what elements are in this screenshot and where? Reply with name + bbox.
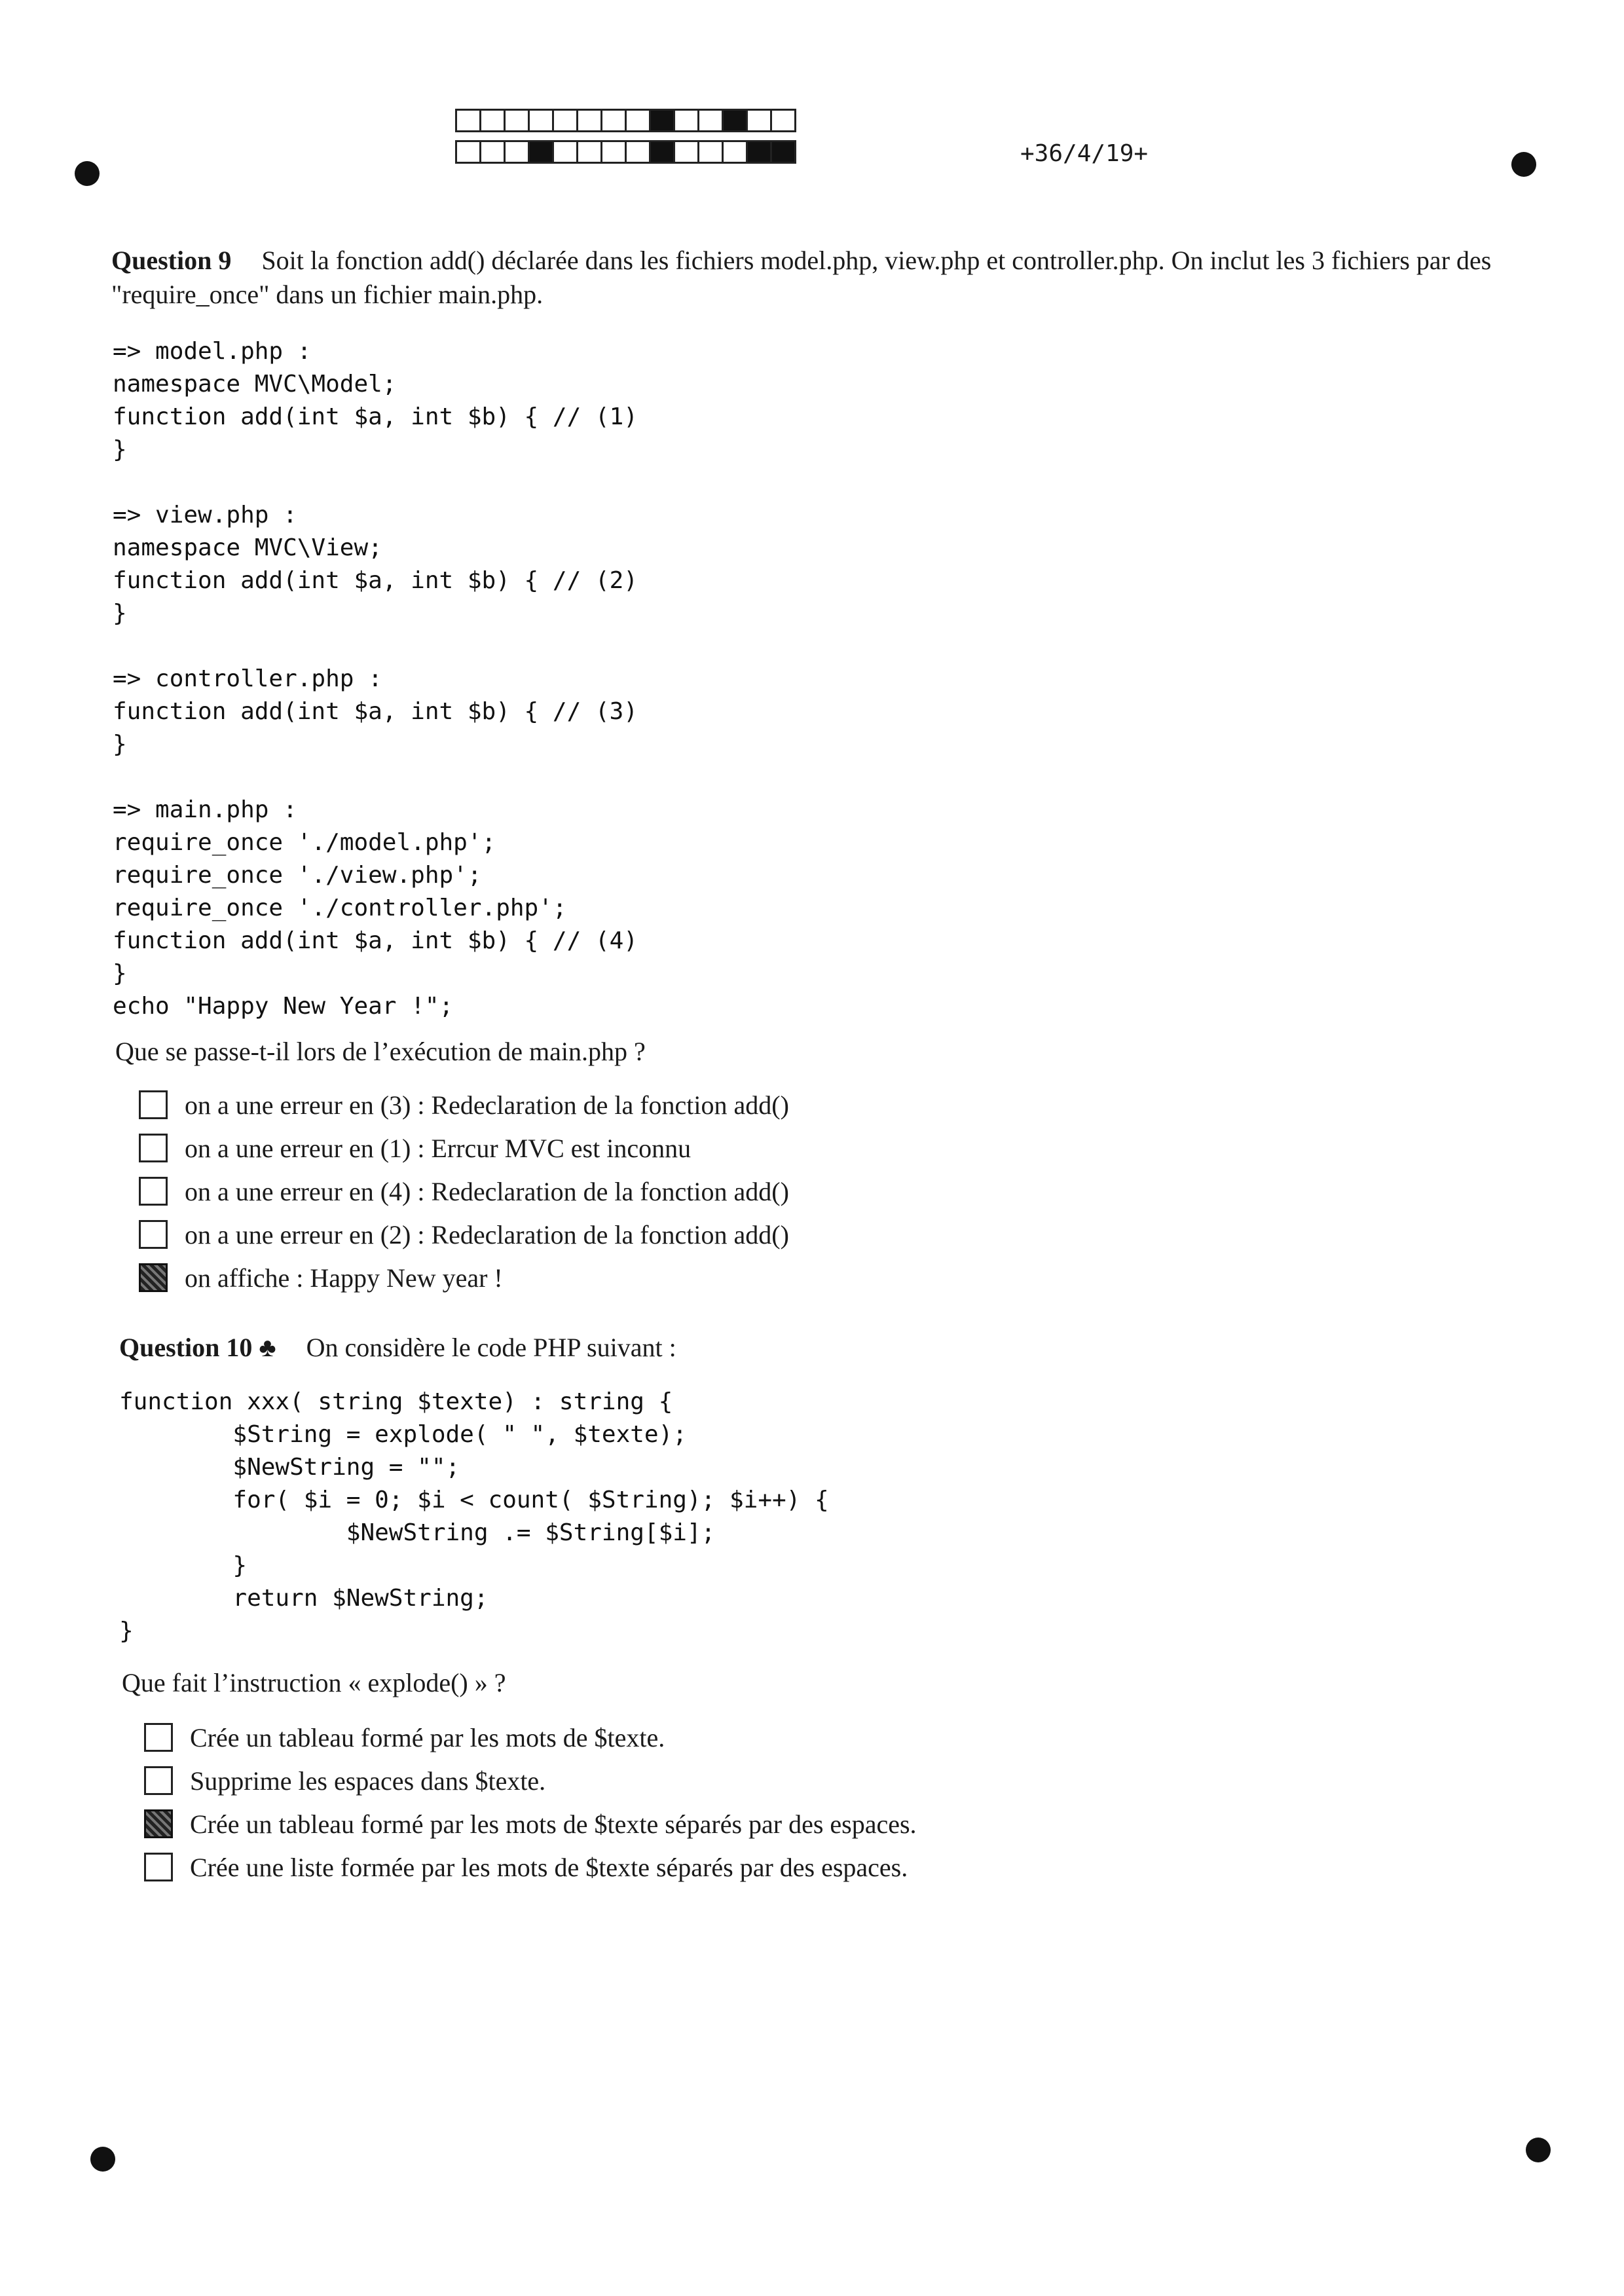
question-9-statement: Soit la fonction add() déclarée dans les fichiers model.php, view.php et controller.php. On inclut les 3 fichiers par des "require_once" dans un fichier main.php.	[111, 246, 1492, 309]
answer-option[interactable]	[139, 1083, 789, 1126]
question-9-code: => model.php : namespace MVC\Model; function add(int $a, int $b) { // (1) } => view.php : namespace MVC\View; function add(int $a, int $b) { // (2) } => controller.php : function add(int $a, int $b) { // (3) } => main.php : require_once './model.php'; require_once './view.php'; require_once './controller.php'; function add(int $a, int $b) { // (4) } echo "Happy New Year !";	[113, 338, 638, 1020]
barcode-cell	[625, 109, 651, 132]
barcode-cell	[455, 140, 481, 164]
corner-mark-bottom-left	[90, 2147, 115, 2172]
barcode-cell	[649, 140, 675, 164]
club-icon: ♣	[259, 1333, 276, 1362]
checkbox[interactable]	[139, 1090, 168, 1119]
checkbox[interactable]	[139, 1220, 168, 1249]
answer-text: Supprime les espaces dans $texte.	[190, 1766, 546, 1796]
checkbox[interactable]	[139, 1263, 168, 1292]
question-10-header	[119, 1331, 676, 1365]
barcode-cell	[722, 140, 748, 164]
question-10-prompt: Que fait l’instruction « explode() » ?	[122, 1668, 506, 1697]
answer-option[interactable]	[144, 1802, 917, 1845]
barcode-cell	[697, 109, 724, 132]
answer-text: Crée un tableau formé par les mots de $texte.	[190, 1722, 665, 1752]
barcode-cell	[600, 109, 627, 132]
page-code: +36/4/19+	[1020, 140, 1149, 167]
answer-option[interactable]	[139, 1170, 789, 1213]
checkbox[interactable]	[139, 1134, 168, 1162]
barcode-cell	[455, 109, 481, 132]
question-10-statement: On considère le code PHP suivant :	[306, 1333, 676, 1362]
checkbox[interactable]	[139, 1177, 168, 1206]
barcode-cell	[746, 140, 772, 164]
id-barcode-row-1	[455, 109, 794, 132]
question-9-answers	[139, 1083, 789, 1299]
barcode-cell	[504, 140, 530, 164]
checkbox[interactable]	[144, 1809, 173, 1838]
barcode-cell	[770, 140, 796, 164]
barcode-cell	[576, 140, 602, 164]
barcode-cell	[673, 109, 699, 132]
question-10-code: function xxx( string $texte) : string { $String = explode( " ", $texte); $NewString = ""; for( $i = 0; $i < count( $String); $i++) { $NewString .= $String[$i]; } return $NewString; }	[119, 1388, 829, 1644]
answer-option[interactable]	[139, 1213, 789, 1256]
barcode-cell	[479, 109, 506, 132]
barcode-cell	[504, 109, 530, 132]
barcode-cell	[600, 140, 627, 164]
checkbox[interactable]	[144, 1723, 173, 1752]
corner-mark-top-left	[75, 161, 100, 186]
barcode-cell	[697, 140, 724, 164]
answer-option[interactable]	[144, 1759, 917, 1802]
barcode-cell	[479, 140, 506, 164]
id-barcode-row-2	[455, 140, 794, 164]
question-10-answers	[144, 1716, 917, 1889]
barcode-cell	[673, 140, 699, 164]
barcode-cell	[552, 109, 578, 132]
barcode-cell	[528, 140, 554, 164]
barcode-cell	[746, 109, 772, 132]
answer-text: on a une erreur en (4) : Redeclaration de la fonction add()	[185, 1176, 789, 1206]
barcode-cell	[528, 109, 554, 132]
checkbox[interactable]	[144, 1853, 173, 1881]
answer-text: on a une erreur en (2) : Redeclaration de la fonction add()	[185, 1219, 789, 1250]
answer-text: on a une erreur en (1) : Errcur MVC est inconnu	[185, 1133, 692, 1163]
checkbox[interactable]	[144, 1766, 173, 1795]
corner-mark-bottom-right	[1526, 2138, 1551, 2162]
barcode-cell	[722, 109, 748, 132]
barcode-cell	[576, 109, 602, 132]
question-9-label: Question 9	[111, 246, 232, 275]
barcode-cell	[649, 109, 675, 132]
answer-option[interactable]	[139, 1256, 789, 1299]
answer-text: Crée une liste formée par les mots de $texte séparés par des espaces.	[190, 1852, 908, 1882]
question-10-label	[119, 1333, 276, 1362]
answer-text: on affiche : Happy New year !	[185, 1263, 503, 1293]
question-9-prompt: Que se passe-t-il lors de l’exécution de main.php ?	[115, 1037, 646, 1066]
answer-option[interactable]	[144, 1845, 917, 1889]
answer-text: Crée un tableau formé par les mots de $texte séparés par des espaces.	[190, 1809, 917, 1839]
question-9-header	[111, 244, 1513, 312]
barcode-cell	[770, 109, 796, 132]
barcode-cell	[552, 140, 578, 164]
answer-option[interactable]	[139, 1126, 789, 1170]
corner-mark-top-right	[1511, 152, 1536, 177]
question-10-label-text: Question 10	[119, 1333, 253, 1362]
answer-option[interactable]	[144, 1716, 917, 1759]
barcode-cell	[625, 140, 651, 164]
answer-text: on a une erreur en (3) : Redeclaration de la fonction add()	[185, 1090, 789, 1120]
